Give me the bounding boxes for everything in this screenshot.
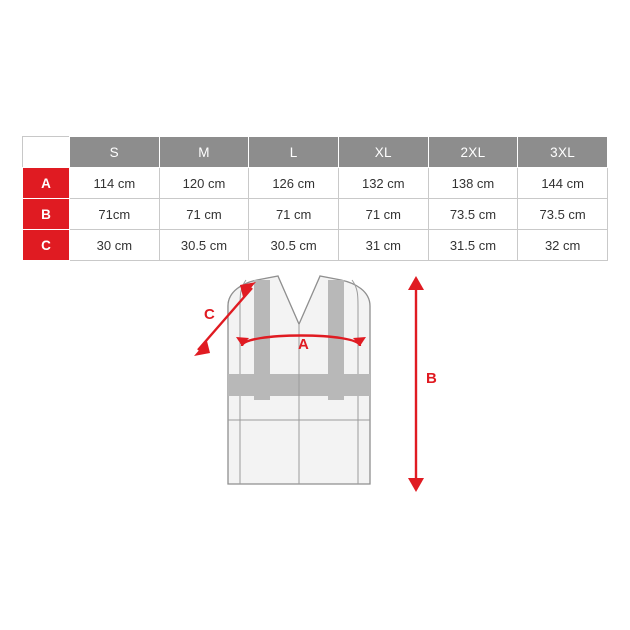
table-header-row xyxy=(23,137,608,168)
cell-c-3xl: 32 cm xyxy=(518,230,608,261)
size-table-header xyxy=(23,137,608,168)
column-header-l: L xyxy=(249,137,339,168)
column-header-m: M xyxy=(159,137,249,168)
cell-b-l: 71 cm xyxy=(249,199,339,230)
cell-a-s: 114 cm xyxy=(70,168,160,199)
cell-c-xl: 31 cm xyxy=(338,230,428,261)
vest-illustration xyxy=(228,276,370,484)
cell-b-2xl: 73.5 cm xyxy=(428,199,518,230)
row-label-b: B xyxy=(23,199,70,230)
column-header-3xl: 3XL xyxy=(518,137,608,168)
table-corner-cell xyxy=(23,137,70,168)
cell-a-m: 120 cm xyxy=(159,168,249,199)
cell-b-3xl: 73.5 cm xyxy=(518,199,608,230)
measurement-label-b: B xyxy=(426,370,437,387)
cell-b-m: 71 cm xyxy=(159,199,249,230)
measurement-label-c: C xyxy=(204,306,215,323)
measure-arrow-b xyxy=(408,276,424,492)
table-row xyxy=(23,199,608,230)
cell-c-l: 30.5 cm xyxy=(249,230,339,261)
column-header-2xl: 2XL xyxy=(428,137,518,168)
cell-a-2xl: 138 cm xyxy=(428,168,518,199)
cell-c-m: 30.5 cm xyxy=(159,230,249,261)
column-header-xl: XL xyxy=(338,137,428,168)
cell-a-l: 126 cm xyxy=(249,168,339,199)
size-table-body xyxy=(23,168,608,261)
row-label-c: C xyxy=(23,230,70,261)
cell-c-s: 30 cm xyxy=(70,230,160,261)
cell-a-xl: 132 cm xyxy=(338,168,428,199)
cell-a-3xl: 144 cm xyxy=(518,168,608,199)
row-label-a: A xyxy=(23,168,70,199)
cell-b-xl: 71 cm xyxy=(338,199,428,230)
cell-c-2xl: 31.5 cm xyxy=(428,230,518,261)
cell-b-s: 71cm xyxy=(70,199,160,230)
measurement-label-a: A xyxy=(298,336,309,353)
size-table xyxy=(22,136,608,261)
column-header-s: S xyxy=(70,137,160,168)
table-row xyxy=(23,168,608,199)
table-row xyxy=(23,230,608,261)
vest-measurement-diagram xyxy=(150,262,490,522)
